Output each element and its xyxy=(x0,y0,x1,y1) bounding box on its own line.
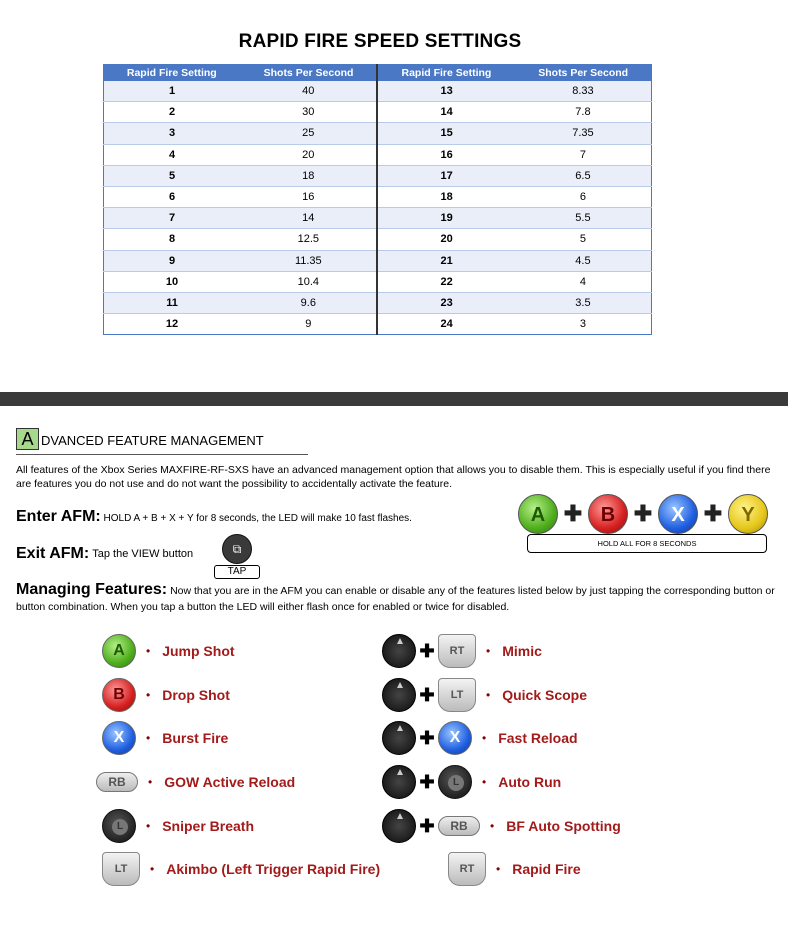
setting-cell: 10 xyxy=(104,271,241,292)
plus-icon: ✚ xyxy=(419,684,435,705)
feature-name: Auto Run xyxy=(498,774,562,790)
lt-trigger-icon: LT xyxy=(438,678,476,712)
feature-akimbo xyxy=(102,852,380,886)
bullet: • xyxy=(486,688,491,702)
a-button-icon: A xyxy=(102,634,136,668)
setting-cell: 19 xyxy=(377,208,514,229)
shots-cell: 16 xyxy=(240,186,377,207)
feature-bf-auto-spotting xyxy=(382,809,621,843)
afm-heading xyxy=(16,428,264,450)
abxy-combo xyxy=(518,494,768,534)
afm-initial-letter: A xyxy=(16,428,39,450)
setting-cell: 22 xyxy=(377,271,514,292)
shots-cell: 9.6 xyxy=(240,292,377,313)
setting-cell: 3 xyxy=(104,123,241,144)
left-stick-label: L xyxy=(112,819,128,835)
setting-cell: 17 xyxy=(377,165,514,186)
setting-cell: 21 xyxy=(377,250,514,271)
plus-icon: ✚ xyxy=(703,501,723,526)
column-header: Rapid Fire Setting xyxy=(377,65,514,81)
shots-cell: 6.5 xyxy=(515,165,652,186)
setting-cell: 12 xyxy=(104,314,241,335)
bullet: • xyxy=(496,862,501,876)
x-button-icon: X xyxy=(102,721,136,755)
afm-heading-text: DVANCED FEATURE MANAGEMENT xyxy=(41,433,264,448)
setting-cell: 7 xyxy=(104,208,241,229)
rt-trigger-icon: RT xyxy=(448,852,486,886)
column-header: Shots Per Second xyxy=(240,65,377,81)
left-stick-label: L xyxy=(448,775,464,791)
x-button-icon: X xyxy=(438,721,472,755)
plus-icon: ✚ xyxy=(563,501,583,526)
table-row xyxy=(104,144,652,165)
exit-afm-text: Tap the VIEW button xyxy=(92,548,194,560)
section-divider-bar xyxy=(0,392,788,406)
column-header: Rapid Fire Setting xyxy=(104,65,241,81)
table-row xyxy=(104,208,652,229)
setting-cell: 20 xyxy=(377,229,514,250)
feature-name: BF Auto Spotting xyxy=(506,818,621,834)
exit-afm-instruction xyxy=(16,545,193,563)
shots-cell: 3.5 xyxy=(515,292,652,313)
bullet: • xyxy=(150,862,155,876)
a-button-icon: A xyxy=(518,494,558,534)
shots-cell: 18 xyxy=(240,165,377,186)
table-header-row xyxy=(104,65,652,81)
dpad-up-icon xyxy=(382,765,416,799)
bullet: • xyxy=(146,731,151,745)
plus-icon: ✚ xyxy=(419,771,435,792)
feature-name: Sniper Breath xyxy=(162,818,255,834)
shots-cell: 8.33 xyxy=(515,81,652,102)
shots-cell: 14 xyxy=(240,208,377,229)
shots-cell: 10.4 xyxy=(240,271,377,292)
bullet: • xyxy=(482,775,487,789)
plus-icon: ✚ xyxy=(419,727,435,748)
rapid-fire-table xyxy=(103,64,652,335)
shots-cell: 12.5 xyxy=(240,229,377,250)
table-row xyxy=(104,271,652,292)
setting-cell: 5 xyxy=(104,165,241,186)
table-row xyxy=(104,314,652,335)
bullet: • xyxy=(490,819,495,833)
feature-name: Mimic xyxy=(502,643,542,659)
table-row xyxy=(104,229,652,250)
dpad-up-icon xyxy=(382,809,416,843)
hold-instruction-box: HOLD ALL FOR 8 SECONDS xyxy=(527,534,767,553)
shots-cell: 4 xyxy=(515,271,652,292)
shots-cell: 11.35 xyxy=(240,250,377,271)
feature-name: Rapid Fire xyxy=(512,861,581,877)
shots-cell: 5 xyxy=(515,229,652,250)
feature-name: Akimbo (Left Trigger Rapid Fire) xyxy=(166,861,381,877)
bullet: • xyxy=(146,644,151,658)
feature-rapid-fire xyxy=(448,852,581,886)
managing-features-description: Now that you are in the AFM you can enable or disable any of the features listed below by just tapping the corresponding button or button combination. When you tap a button the LED will either flash once for enabled or twice for disabled. xyxy=(16,585,775,613)
shots-cell: 6 xyxy=(515,186,652,207)
enter-afm-label: Enter AFM: xyxy=(16,508,101,525)
feature-mimic xyxy=(382,634,542,668)
feature-quick-scope xyxy=(382,678,587,712)
feature-name: Quick Scope xyxy=(502,687,588,703)
shots-cell: 40 xyxy=(240,81,377,102)
y-button-icon: Y xyxy=(728,494,768,534)
rt-trigger-icon: RT xyxy=(438,634,476,668)
setting-cell: 4 xyxy=(104,144,241,165)
view-button-icon: ⧉ xyxy=(222,534,252,564)
setting-cell: 14 xyxy=(377,102,514,123)
lt-trigger-icon: LT xyxy=(102,852,140,886)
dpad-up-icon xyxy=(382,678,416,712)
afm-underline xyxy=(16,454,308,455)
bullet: • xyxy=(148,775,153,789)
shots-cell: 5.5 xyxy=(515,208,652,229)
setting-cell: 2 xyxy=(104,102,241,123)
feature-sniper-breath xyxy=(102,809,254,843)
shots-cell: 20 xyxy=(240,144,377,165)
bullet: • xyxy=(146,688,151,702)
plus-icon: ✚ xyxy=(633,501,653,526)
shots-cell: 7.8 xyxy=(515,102,652,123)
table-row xyxy=(104,123,652,144)
shots-cell: 9 xyxy=(240,314,377,335)
setting-cell: 6 xyxy=(104,186,241,207)
setting-cell: 15 xyxy=(377,123,514,144)
b-button-icon: B xyxy=(102,678,136,712)
plus-icon: ✚ xyxy=(419,640,435,661)
setting-cell: 16 xyxy=(377,144,514,165)
rb-button-icon: RB xyxy=(96,772,138,792)
table-row xyxy=(104,292,652,313)
setting-cell: 23 xyxy=(377,292,514,313)
setting-cell: 18 xyxy=(377,186,514,207)
feature-fast-reload xyxy=(382,721,578,755)
plus-icon: ✚ xyxy=(419,815,435,836)
rb-button-icon: RB xyxy=(438,816,480,836)
bullet: • xyxy=(486,644,491,658)
left-stick-icon xyxy=(438,765,472,799)
afm-description: All features of the Xbox Series MAXFIRE-RF-SXS have an advanced management option that allows you to disable them. This is especially useful if you find there are features you do not use and do not want the possibility to accidentally activate the feature. xyxy=(16,464,771,490)
feature-drop-shot xyxy=(102,678,230,712)
bullet: • xyxy=(146,819,151,833)
setting-cell: 11 xyxy=(104,292,241,313)
table-row xyxy=(104,81,652,102)
b-button-icon: B xyxy=(588,494,628,534)
feature-jump-shot xyxy=(102,634,235,668)
page-title: RAPID FIRE SPEED SETTINGS xyxy=(238,31,522,52)
setting-cell: 24 xyxy=(377,314,514,335)
feature-auto-run xyxy=(382,765,561,799)
setting-cell: 9 xyxy=(104,250,241,271)
shots-cell: 7.35 xyxy=(515,123,652,144)
dpad-up-icon xyxy=(382,721,416,755)
table-row xyxy=(104,165,652,186)
feature-burst-fire xyxy=(102,721,228,755)
shots-cell: 4.5 xyxy=(515,250,652,271)
feature-name: Fast Reload xyxy=(498,730,578,746)
shots-cell: 3 xyxy=(515,314,652,335)
table-row xyxy=(104,102,652,123)
feature-name: Drop Shot xyxy=(162,687,230,703)
feature-gow-active-reload xyxy=(96,765,295,799)
feature-name: Jump Shot xyxy=(162,643,235,659)
left-stick-icon xyxy=(102,809,136,843)
tap-label: TAP xyxy=(214,565,260,579)
bullet: • xyxy=(482,731,487,745)
shots-cell: 25 xyxy=(240,123,377,144)
column-header: Shots Per Second xyxy=(515,65,652,81)
table-row xyxy=(104,250,652,271)
feature-name: Burst Fire xyxy=(162,730,229,746)
setting-cell: 8 xyxy=(104,229,241,250)
table-row xyxy=(104,186,652,207)
feature-name: GOW Active Reload xyxy=(164,774,296,790)
shots-cell: 30 xyxy=(240,102,377,123)
enter-afm-text: HOLD A + B + X + Y for 8 seconds, the LED will make 10 fast flashes. xyxy=(103,513,412,524)
shots-cell: 7 xyxy=(515,144,652,165)
setting-cell: 13 xyxy=(377,81,514,102)
managing-features-label: Managing Features: xyxy=(16,581,168,598)
x-button-icon: X xyxy=(658,494,698,534)
exit-afm-label: Exit AFM: xyxy=(16,545,90,562)
setting-cell: 1 xyxy=(104,81,241,102)
dpad-up-icon xyxy=(382,634,416,668)
managing-features-text xyxy=(16,582,776,615)
enter-afm-instruction xyxy=(16,508,412,526)
